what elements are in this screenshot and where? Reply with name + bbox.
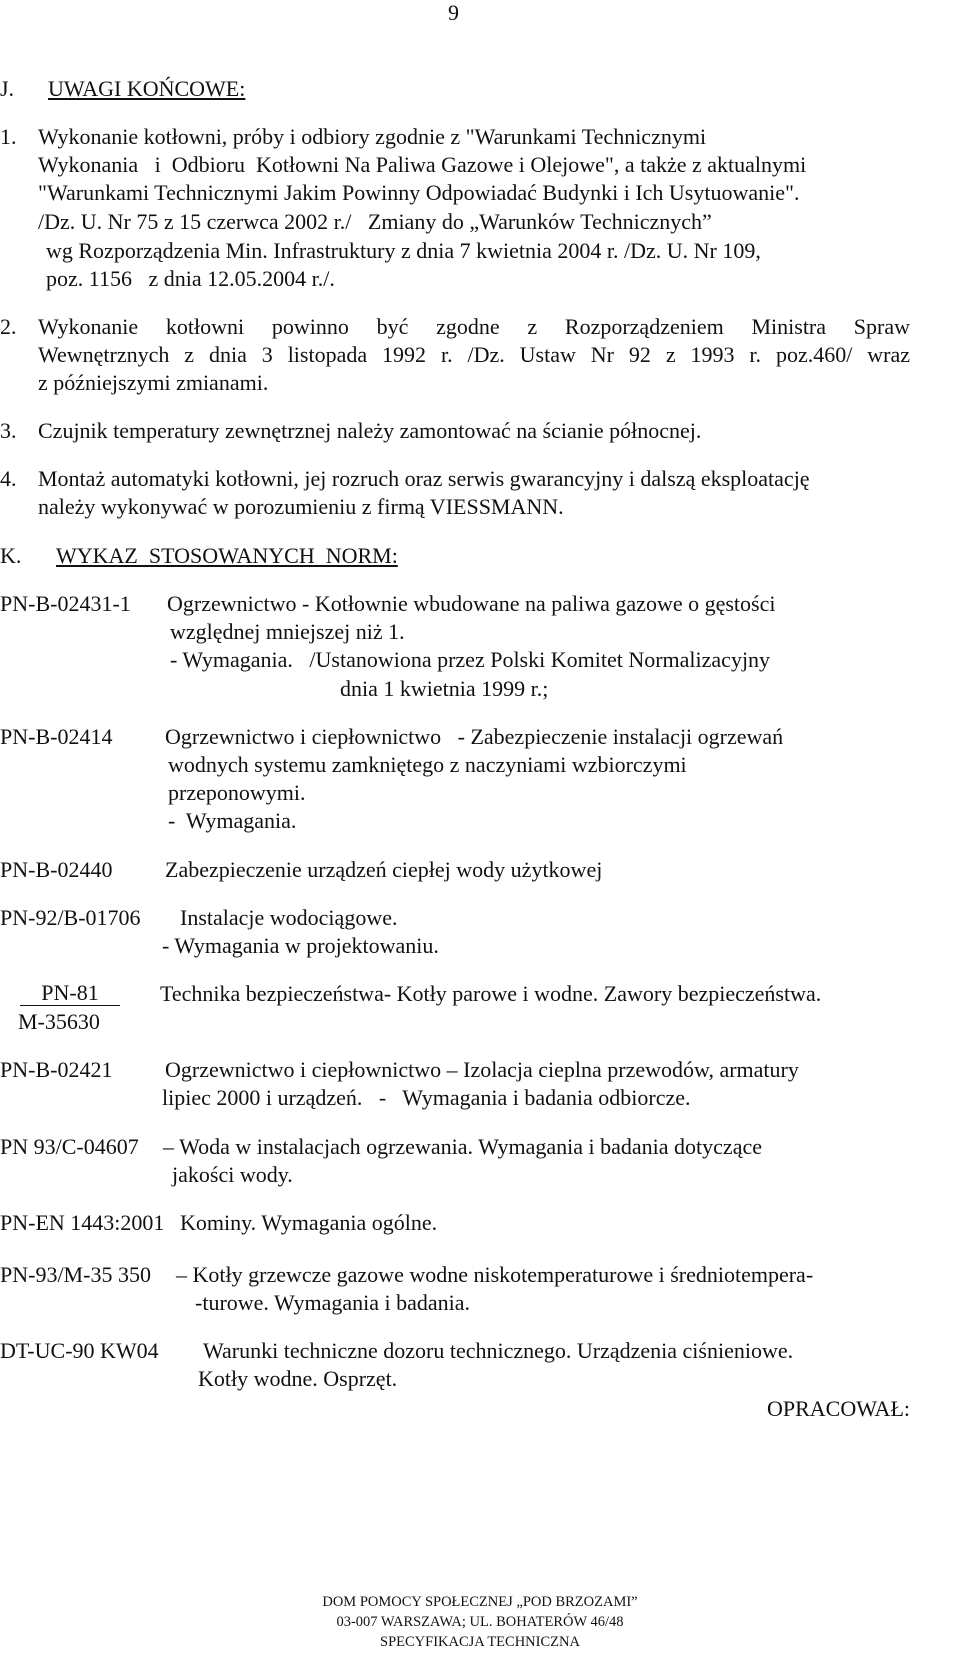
norm-code: PN-EN 1443:2001 [0, 1210, 165, 1235]
norm-desc-line: Ogrzewnictwo - Kotłownie wbudowane na paliwa gazowe o gęstości [167, 591, 776, 616]
section-k-label: K. [0, 543, 22, 568]
item-1-line: "Warunkami Technicznymi Jakim Powinny Odpowiadać Budynki i Ich Usytuowanie". [38, 180, 800, 205]
norm-desc-line: Warunki techniczne dozoru technicznego. Urządzenia ciśnieniowe. [203, 1338, 794, 1363]
norm-code [20, 981, 120, 1006]
norm-code: PN-92/B-01706 [0, 905, 141, 930]
norm-desc-line: lipiec 2000 i urządzeń. - Wymagania i badania odbiorcze. [162, 1085, 691, 1110]
norm-code: DT-UC-90 KW04 [0, 1338, 159, 1363]
norm-desc-line: Zabezpieczenie urządzeń ciepłej wody użytkowej [165, 857, 603, 882]
footer-institution: DOM POMOCY SPOŁECZNEJ „POD BRZOZAMI” [322, 1594, 638, 1610]
section-k-title: WYKAZ STOSOWANYCH NORM: [56, 543, 398, 568]
norm-desc-line: -turowe. Wymagania i badania. [195, 1290, 470, 1315]
item-2-line: Wewnętrznych z dnia 3 listopada 1992 r. /Dz. Ustaw Nr 92 z 1993 r. poz.460/ wraz [38, 342, 910, 367]
section-j-title: UWAGI KOŃCOWE: [48, 76, 246, 101]
norm-desc-line: jakości wody. [172, 1162, 293, 1187]
item-1-line: poz. 1156 z dnia 12.05.2004 r./. [46, 266, 335, 291]
item-2-number: 2. [0, 314, 17, 339]
footer-address: 03-007 WARSZAWA; UL. BOHATERÓW 46/48 [336, 1614, 624, 1630]
norm-desc-line: przeponowymi. [168, 780, 306, 805]
section-j-label: J. [0, 76, 15, 101]
page-number: 9 [448, 0, 459, 25]
norm-desc-line: - Wymagania. /Ustanowiona przez Polski Komitet Normalizacyjny [170, 647, 771, 672]
norm-desc-line: Kotły wodne. Osprzęt. [198, 1366, 398, 1391]
item-2-line: z późniejszymi zmianami. [38, 370, 269, 395]
norm-code: PN 93/C-04607 [0, 1134, 139, 1159]
norm-desc-line: Instalacje wodociągowe. [180, 905, 398, 930]
item-1-line: /Dz. U. Nr 75 z 15 czerwca 2002 r./ Zmiany do „Warunków Technicznych” [38, 209, 712, 234]
item-3-number: 3. [0, 418, 17, 443]
norm-desc-line: - Wymagania w projektowaniu. [162, 933, 439, 958]
item-3-text: Czujnik temperatury zewnętrznej należy zamontować na ścianie północnej. [38, 418, 702, 443]
norm-desc-line: Ogrzewnictwo i ciepłownictwo – Izolacja cieplna przewodów, armatury [165, 1057, 799, 1082]
norm-desc-line: Kominy. Wymagania ogólne. [180, 1210, 438, 1235]
item-2-line: Wykonanie kotłowni powinno być zgodne z Rozporządzeniem Ministra Spraw [38, 314, 910, 339]
norm-code: PN-93/M-35 350 [0, 1262, 151, 1287]
norm-desc-line: - Wymagania. [168, 808, 297, 833]
footer-document-type: SPECYFIKACJA TECHNICZNA [380, 1634, 580, 1650]
norm-code: PN-B-02421 [0, 1057, 113, 1082]
norm-code: PN-B-02440 [0, 857, 113, 882]
item-1-line: wg Rozporządzenia Min. Infrastruktury z dnia 7 kwietnia 2004 r. /Dz. U. Nr 109, [46, 238, 761, 263]
norm-code-secondary: M-35630 [18, 1009, 100, 1034]
signature-label: OPRACOWAŁ: [766, 1396, 910, 1421]
item-1-number: 1. [0, 124, 17, 149]
norm-desc-line: – Kotły grzewcze gazowe wodne niskotemperaturowe i średniotempera- [176, 1262, 814, 1287]
norm-code: PN-B-02431-1 [0, 591, 131, 616]
norm-desc-line: Ogrzewnictwo i ciepłownictwo - Zabezpieczenie instalacji ogrzewań [165, 724, 784, 749]
norm-desc-line: wodnych systemu zamkniętego z naczyniami wzbiorczymi [168, 752, 687, 777]
norm-code: PN-B-02414 [0, 724, 113, 749]
norm-desc-line: względnej mniejszej niż 1. [170, 619, 405, 644]
item-1-line: Wykonania i Odbioru Kotłowni Na Paliwa Gazowe i Olejowe", a także z aktualnymi [38, 152, 807, 177]
item-4-line: należy wykonywać w porozumieniu z firmą VIESSMANN. [38, 494, 564, 519]
norm-desc-line: – Woda w instalacjach ogrzewania. Wymagania i badania dotyczące [163, 1134, 762, 1159]
item-4-number: 4. [0, 466, 17, 491]
item-4-line: Montaż automatyki kotłowni, jej rozruch oraz serwis gwarancyjny i dalszą eksploatację [38, 466, 810, 491]
norm-code-part: PN-81 [41, 980, 99, 1005]
norm-desc-line: dnia 1 kwietnia 1999 r.; [340, 676, 549, 701]
item-1-line: Wykonanie kotłowni, próby i odbiory zgodnie z "Warunkami Technicznymi [38, 124, 707, 149]
norm-desc-line: Technika bezpieczeństwa- Kotły parowe i wodne. Zawory bezpieczeństwa. [160, 981, 822, 1006]
